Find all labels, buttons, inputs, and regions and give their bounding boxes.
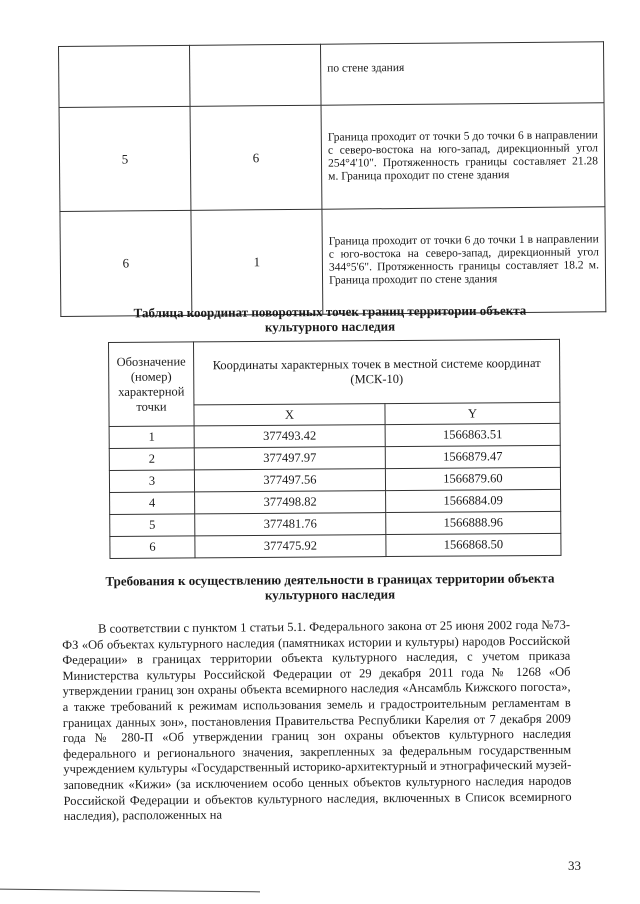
point-cell: 1 <box>109 426 194 449</box>
paragraph-text: В соответствии с пунктом 1 статьи 5.1. Федерального закона от 25 июня 2002 года №73-ФЗ «Об объектах культурного наследия (памятниках истории и культуры) народов Российской Федерации» в границах территории объекта культурного наследия, с учетом приказа Министерства культуры Российской Федерации от 29 декабря 2011 года № 1268 «Об утверждении границ зон охраны объекта всемирного наследия «Ансамбль Кижского погоста», а также требований к режимам использования земель и градостроительным регламентам в границах данных зон», постановления Правительства Республики Карелия от 7 декабря 2009 года № 280-П «Об утверждении границ зон охраны объектов культурного наследия федерального и регионального значения, закрепленных за федеральным государственным учреждением культуры «Государственный историко-архитектурный и этнографический музей-заповедник «Кижи» (за исключением особо ценных объектов культурного наследия народов Российской Федерации и объектов культурного наследия, включенных в Список всемирного наследия), расположенных на <box>62 617 572 824</box>
coords-table-heading: Таблица координат поворотных точек границ территории объекта культурного наследия <box>133 302 527 335</box>
to-point-cell: 1 <box>191 209 323 315</box>
x-cell: 377498.82 <box>195 491 386 514</box>
x-cell: 377497.97 <box>194 447 385 470</box>
from-point-cell <box>59 45 191 107</box>
point-cell: 2 <box>109 448 194 471</box>
y-cell: 1566879.60 <box>385 467 560 490</box>
to-point-cell: 6 <box>190 105 322 210</box>
x-cell: 377481.76 <box>195 513 386 536</box>
point-cell: 5 <box>110 514 195 537</box>
page-number: 33 <box>568 858 581 873</box>
table-row <box>59 42 605 108</box>
table-row <box>110 489 561 514</box>
coordinates-table <box>108 339 562 559</box>
description-cell: по стене здания <box>320 42 604 105</box>
boundary-description-table <box>58 41 606 317</box>
description-cell: Граница проходит от точки 5 до точки 6 в направлении с северо-востока на юго-запад, дирекционный угол 254°4'10". Протяженность границы составляет 21.28 м. Граница проходит по стене здания <box>321 103 605 209</box>
point-cell: 6 <box>110 536 195 559</box>
table-row <box>109 423 560 448</box>
point-cell: 4 <box>110 492 195 515</box>
x-cell: 377493.42 <box>194 425 385 448</box>
point-cell: 3 <box>109 470 194 493</box>
table-row <box>59 103 605 212</box>
table-row <box>110 533 561 558</box>
y-cell: 1566884.09 <box>386 489 561 512</box>
y-cell: 1566879.47 <box>385 445 560 468</box>
footer-divider <box>0 889 260 893</box>
y-cell: 1566868.50 <box>386 533 561 556</box>
from-point-cell: 6 <box>60 210 192 316</box>
coords-column-header: Координаты характерных точек в местной системе координат (МСК-10) <box>194 339 560 405</box>
y-cell: 1566863.51 <box>385 423 560 446</box>
description-cell: Граница проходит от точки 6 до точки 1 в направлении с юго-востока на северо-запад, дирекционный угол 344°5'6". Протяженность границы составляет 18.2 м. Граница проходит по стене здания <box>322 207 606 314</box>
to-point-cell <box>189 44 321 106</box>
x-cell: 377475.92 <box>195 535 386 558</box>
y-cell: 1566888.96 <box>386 511 561 534</box>
table-row <box>109 445 560 470</box>
x-cell: 377497.56 <box>194 469 385 492</box>
point-column-header: Обозначение (номер) характерной точки <box>109 342 195 427</box>
x-column-header: X <box>194 404 385 426</box>
body-paragraph <box>62 618 572 825</box>
from-point-cell: 5 <box>59 106 191 211</box>
table-row <box>109 467 560 492</box>
y-column-header: Y <box>385 402 560 424</box>
table-row <box>110 511 561 536</box>
requirements-heading: Требования к осуществлению деятельности в границах территории объекта культурного наследия <box>105 570 555 603</box>
table-header-row <box>109 339 560 405</box>
table-row <box>60 207 606 317</box>
